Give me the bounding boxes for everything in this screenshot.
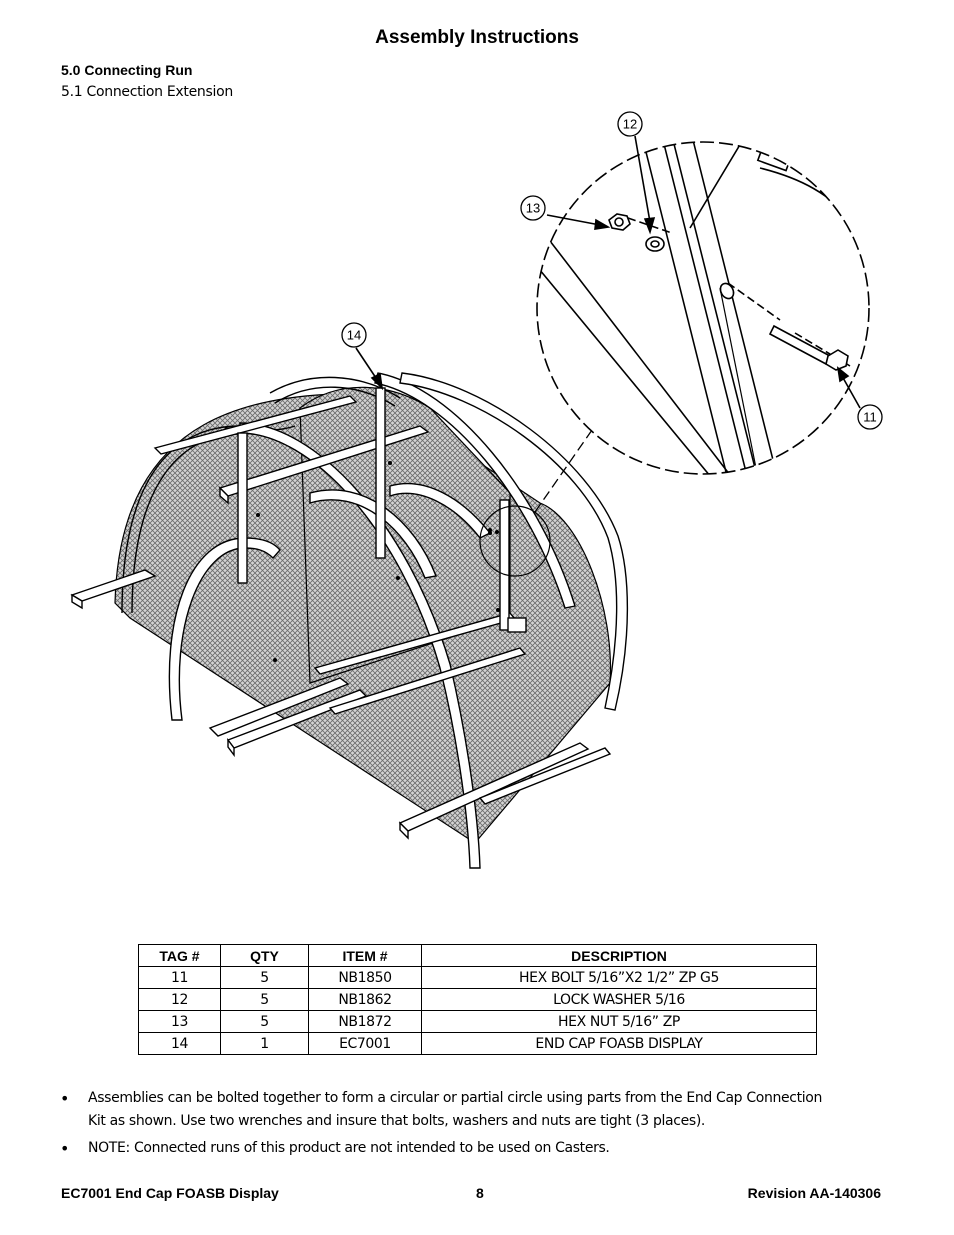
page-title: Assembly Instructions — [375, 27, 579, 48]
list-item — [60, 1137, 860, 1160]
notes-list — [60, 1087, 860, 1164]
table-cell: 11 — [139, 967, 221, 989]
table-cell: HEX NUT 5/16” ZP — [422, 1011, 817, 1033]
svg-text:14: 14 — [346, 327, 362, 343]
table-cell: 5 — [221, 967, 309, 989]
column-header: TAG # — [139, 945, 221, 967]
callout-11 — [858, 405, 882, 429]
callout-12 — [618, 112, 642, 136]
bullet-icon: • — [60, 1089, 70, 1108]
list-item — [60, 1087, 860, 1133]
table-row — [139, 967, 817, 989]
table-cell: EC7001 — [309, 1033, 422, 1055]
table-cell: 13 — [139, 1011, 221, 1033]
table-cell: 5 — [221, 1011, 309, 1033]
svg-text:13: 13 — [525, 200, 541, 216]
detail-view — [530, 128, 869, 488]
column-header: DESCRIPTION — [422, 945, 817, 967]
table-header-row — [139, 945, 817, 967]
table-cell: 12 — [139, 989, 221, 1011]
table-cell: HEX BOLT 5/16”X2 1/2” ZP G5 — [422, 967, 817, 989]
subsection-heading: 5.1 Connection Extension — [61, 84, 233, 100]
table-cell: 14 — [139, 1033, 221, 1055]
footer-document-title: EC7001 End Cap FOASB Display — [61, 1185, 279, 1201]
note-line: NOTE: Connected runs of this product are not intended to be used on Casters. — [88, 1140, 610, 1156]
callout-13 — [521, 196, 545, 220]
table-cell: END CAP FOASB DISPLAY — [422, 1033, 817, 1055]
table-row — [139, 989, 817, 1011]
table-cell: LOCK WASHER 5/16 — [422, 989, 817, 1011]
table-cell: 5 — [221, 989, 309, 1011]
footer-page-number: 8 — [476, 1185, 484, 1201]
table-cell: 1 — [221, 1033, 309, 1055]
svg-text:12: 12 — [622, 116, 638, 132]
svg-text:11: 11 — [863, 409, 877, 425]
section-heading: 5.0 Connecting Run — [61, 62, 193, 78]
assembly-drawing — [60, 108, 890, 888]
callout-14 — [342, 323, 366, 347]
table-cell: NB1872 — [309, 1011, 422, 1033]
table-row — [139, 1011, 817, 1033]
footer-revision: Revision AA-140306 — [747, 1185, 881, 1201]
table-row — [139, 1033, 817, 1055]
column-header: QTY — [221, 945, 309, 967]
parts-table — [138, 944, 817, 1055]
note-line: Assemblies can be bolted together to form a circular or partial circle using parts from the End Cap Connection — [88, 1090, 823, 1106]
column-header: ITEM # — [309, 945, 422, 967]
bullet-icon: • — [60, 1139, 70, 1158]
table-cell: NB1850 — [309, 967, 422, 989]
mesh-panels — [115, 387, 610, 843]
table-cell: NB1862 — [309, 989, 422, 1011]
note-line: Kit as shown. Use two wrenches and insure that bolts, washers and nuts are tight (3 places). — [88, 1113, 706, 1129]
